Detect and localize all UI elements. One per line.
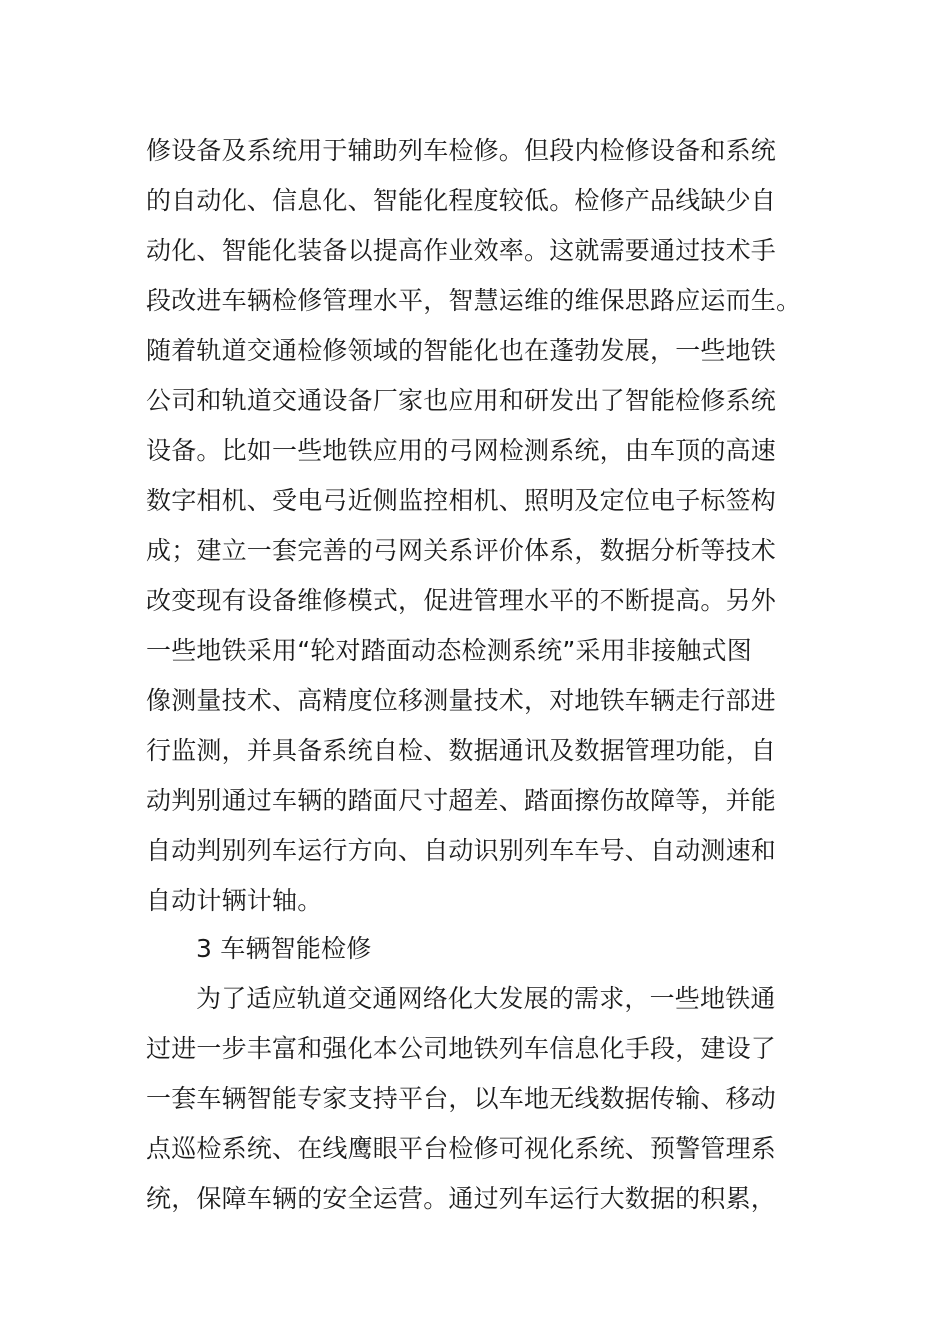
- section-heading: 3 车辆智能检修: [196, 934, 372, 963]
- text-line: 的自动化、信息化、智能化程度较低。检修产品线缺少自: [146, 186, 777, 215]
- text-line: 为了适应轨道交通网络化大发展的需求，一些地铁通: [196, 984, 776, 1013]
- text-line: 公司和轨道交通设备厂家也应用和研发出了智能检修系统: [146, 386, 777, 415]
- text-line: 随着轨道交通检修领域的智能化也在蓬勃发展，一些地铁: [146, 336, 777, 365]
- text-line: 动化、智能化装备以提高作业效率。这就需要通过技术手: [146, 236, 777, 265]
- text-line: 段改进车辆检修管理水平，智慧运维的维保思路应运而生。: [146, 286, 802, 315]
- text-line: 修设备及系统用于辅助列车检修。但段内检修设备和系统: [146, 136, 777, 165]
- text-line: 过进一步丰富和强化本公司地铁列车信息化手段，建设了: [146, 1034, 777, 1063]
- text-line: 自动判别列车运行方向、自动识别列车车号、自动测速和: [146, 836, 777, 865]
- text-line: 成；建立一套完善的弓网关系评价体系，数据分析等技术: [146, 536, 777, 565]
- text-line: 设备。比如一些地铁应用的弓网检测系统，由车顶的高速: [146, 436, 777, 465]
- text-line: 一些地铁采用“轮对踏面动态检测系统”采用非接触式图: [146, 636, 752, 665]
- text-line: 自动计辆计轴。: [146, 886, 323, 915]
- text-line: 动判别通过车辆的踏面尺寸超差、踏面擦伤故障等，并能: [146, 786, 777, 815]
- text-line: 行监测，并具备系统自检、数据通讯及数据管理功能，自: [146, 736, 777, 765]
- text-line: 点巡检系统、在线鹰眼平台检修可视化系统、预警管理系: [146, 1134, 777, 1163]
- text-line: 数字相机、受电弓近侧监控相机、照明及定位电子标签构: [146, 486, 777, 515]
- text-line: 改变现有设备维修模式，促进管理水平的不断提高。另外: [146, 586, 777, 615]
- text-line: 一套车辆智能专家支持平台，以车地无线数据传输、移动: [146, 1084, 777, 1113]
- text-line: 像测量技术、高精度位移测量技术，对地铁车辆走行部进: [146, 686, 777, 715]
- text-line: 统，保障车辆的安全运营。通过列车运行大数据的积累，: [146, 1184, 777, 1213]
